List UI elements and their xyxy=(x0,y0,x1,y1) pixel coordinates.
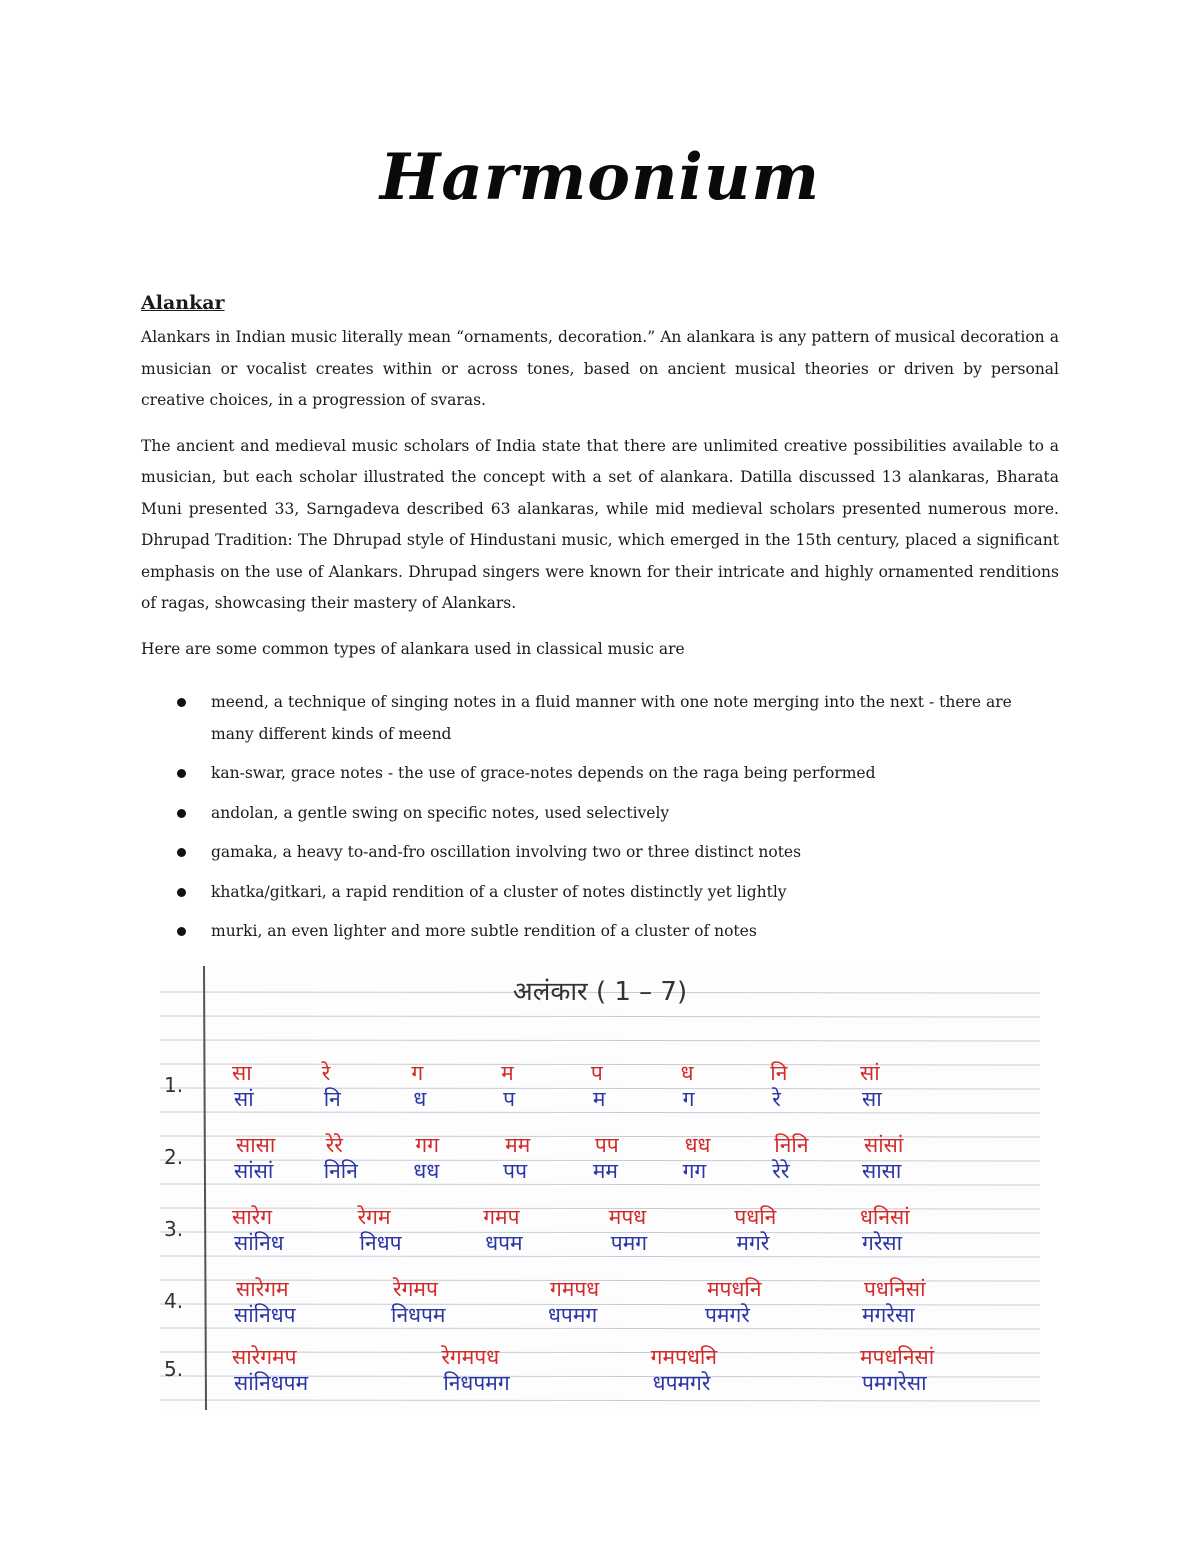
ascending-note: ग xyxy=(411,1061,424,1085)
ascending-note: रेगमप xyxy=(393,1277,438,1301)
descending-note: निधपमग xyxy=(443,1371,510,1395)
descending-note: सासा xyxy=(862,1159,902,1183)
row-number: 5. xyxy=(164,1357,184,1381)
ascending-note: सांसां xyxy=(864,1133,904,1157)
descending-note: प xyxy=(503,1087,516,1111)
descending-note: रेरे xyxy=(772,1159,790,1183)
ascending-note: म xyxy=(501,1061,514,1085)
ruled-line xyxy=(160,1328,1040,1329)
bullet-icon xyxy=(177,927,186,936)
bullet-icon xyxy=(177,698,186,707)
ascending-note: पप xyxy=(594,1133,619,1157)
section-heading: Alankar xyxy=(141,292,225,314)
descending-note: सां xyxy=(234,1087,254,1111)
notebook-page xyxy=(160,966,1040,1410)
descending-note: सा xyxy=(862,1087,882,1111)
bullet-icon xyxy=(177,848,186,857)
descending-note: सांनिध xyxy=(234,1231,284,1255)
ascending-note: निनि xyxy=(774,1133,809,1157)
bullet-icon xyxy=(177,769,186,778)
descending-note: नि xyxy=(323,1087,341,1111)
ascending-note: प xyxy=(590,1061,603,1085)
ascending-note: पधनिसां xyxy=(864,1277,926,1301)
ascending-note: सारेग xyxy=(232,1205,273,1229)
ascending-note: सारेगमप xyxy=(232,1345,297,1369)
ascending-note: गमपध xyxy=(550,1277,600,1301)
ascending-note: नि xyxy=(770,1061,788,1085)
descending-note: पमगरे xyxy=(705,1303,750,1327)
list-item: murki, an even lighter and more subtle rendition of a cluster of notes xyxy=(141,916,1059,948)
row-number: 4. xyxy=(164,1289,184,1313)
alankara-types-list xyxy=(141,687,1059,948)
list-item: meend, a technique of singing notes in a fluid manner with one note merging into the next - there are many different kinds of meend xyxy=(141,687,1059,750)
ruled-line xyxy=(160,1256,1040,1257)
descending-note: सांनिधप xyxy=(234,1303,296,1327)
ascending-note: सारेगम xyxy=(236,1277,289,1301)
descending-note: पप xyxy=(503,1159,528,1183)
descending-note: ग xyxy=(682,1087,695,1111)
paragraph-intro: Alankars in Indian music literally mean “ornaments, decoration.” An alankara is any pattern of musical decoration a musician or vocalist creates within or across tones, based on ancient musical theories or driven by personal creative choices, in a progression of svaras. xyxy=(141,328,1059,409)
handwritten-notebook-image xyxy=(160,966,1040,1410)
ruled-line xyxy=(160,1112,1040,1113)
descending-note: पमग xyxy=(610,1231,648,1255)
notebook-title: अलंकार ( 1 – 7) xyxy=(512,977,688,1007)
ruled-line xyxy=(160,1232,1040,1233)
descending-note: निधप xyxy=(359,1231,402,1255)
list-item: kan-swar, grace notes - the use of grace-notes depends on the raga being performed xyxy=(141,758,1059,790)
row-number: 2. xyxy=(164,1145,184,1169)
descending-note: धपमग xyxy=(548,1303,598,1327)
bullet-icon xyxy=(177,809,186,818)
descending-note: सांसां xyxy=(234,1159,274,1183)
ascending-note: गग xyxy=(415,1133,440,1157)
list-item: gamaka, a heavy to-and-fro oscillation involving two or three distinct notes xyxy=(141,837,1059,869)
row-number: 1. xyxy=(164,1073,184,1097)
ascending-note: मपध xyxy=(608,1205,647,1229)
ascending-note: मम xyxy=(505,1133,531,1157)
ascending-note: रे xyxy=(321,1061,331,1085)
descending-note: धपमगरे xyxy=(652,1371,711,1395)
ruled-line xyxy=(160,1040,1040,1041)
descending-note: रे xyxy=(772,1087,781,1111)
bullet-icon xyxy=(177,888,186,897)
ascending-note: रेगमपध xyxy=(441,1345,500,1369)
list-item: andolan, a gentle swing on specific notes, used selectively xyxy=(141,798,1059,830)
descending-note: धपम xyxy=(485,1231,523,1255)
descending-note: मम xyxy=(592,1159,618,1183)
ruled-line xyxy=(160,1400,1040,1401)
paragraph-history: The ancient and medieval music scholars of India state that there are unlimited creative possibilities available to a musician, but each scholar illustrated the concept with a set of alankara. Datilla discussed 13 alankaras, Bharata Muni presented 33, Sarngadeva described 63 alankaras, while mid medieval scholars presented numerous more. Dhrupad Tradition: The Dhrupad style of Hindustani music, which emerged in the 15th century, placed a significant emphasis on the use of Alankars. Dhrupad singers were known for their intricate and highly ornamented renditions of ragas, showcasing their mastery of Alankars. xyxy=(141,436,1059,612)
ascending-note: सासा xyxy=(236,1133,276,1157)
ascending-note: ध xyxy=(680,1061,694,1085)
descending-note: म xyxy=(592,1087,606,1111)
list-item: khatka/gitkari, a rapid rendition of a cluster of notes distinctly yet lightly xyxy=(141,877,1059,909)
margin-line xyxy=(204,966,206,1410)
document-body xyxy=(141,286,1059,956)
ascending-note: धनिसां xyxy=(860,1205,910,1229)
ascending-note: मपधनिसां xyxy=(860,1345,935,1369)
descending-note: मगरेसा xyxy=(862,1303,915,1327)
descending-note: सांनिधपम xyxy=(234,1371,309,1395)
ascending-note: मपधनि xyxy=(707,1277,762,1301)
descending-note: ध xyxy=(413,1087,427,1111)
ruled-line xyxy=(160,1184,1040,1185)
descending-note: पमगरेसा xyxy=(862,1371,927,1395)
paragraph-types-intro: Here are some common types of alankara used in classical music are xyxy=(141,639,685,658)
descending-note: निधपम xyxy=(391,1303,446,1327)
ascending-note: रेरे xyxy=(325,1133,343,1157)
ascending-note: धध xyxy=(684,1133,711,1157)
descending-note: मगरे xyxy=(736,1231,770,1255)
descending-note: गरेसा xyxy=(862,1231,903,1255)
ascending-note: रेगम xyxy=(357,1205,391,1229)
ruled-line xyxy=(160,1016,1040,1017)
ascending-note: सां xyxy=(860,1061,880,1085)
ascending-note: पधनि xyxy=(734,1205,777,1229)
ascending-note: गमपधनि xyxy=(650,1345,717,1369)
ascending-note: सा xyxy=(232,1061,252,1085)
descending-note: धध xyxy=(413,1159,440,1183)
ruled-lines xyxy=(160,992,1040,1401)
row-number: 3. xyxy=(164,1217,184,1241)
descending-note: गग xyxy=(682,1159,707,1183)
ascending-note: गमप xyxy=(483,1205,520,1229)
alankar-rows xyxy=(164,1061,935,1395)
document-title: Harmonium xyxy=(379,140,821,215)
descending-note: निनि xyxy=(323,1159,358,1183)
